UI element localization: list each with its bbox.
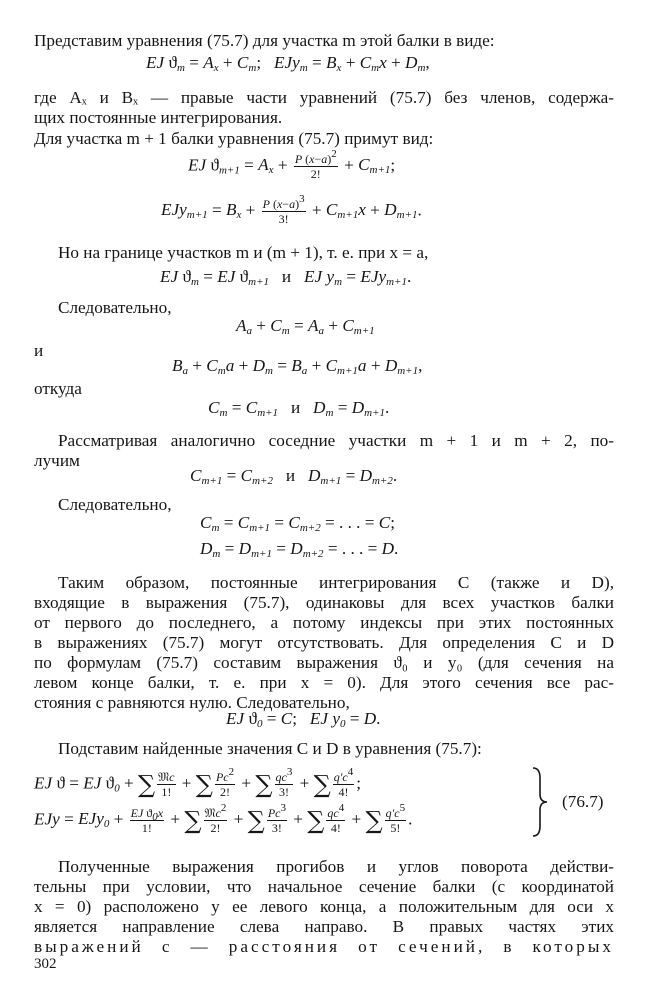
text-line: входящие в выражения (75.7), одинаковы для всех участков балки <box>34 593 614 612</box>
text-line: Подставим найденные значения C и D в уравнения (75.7): <box>58 739 482 758</box>
text-line: является направление слева направо. В правых частях этих <box>34 917 614 936</box>
equation-chain-c: $C_m = C_{m+1} = C_{m+2}$ = . . . = C; <box>200 513 396 534</box>
text-line: Представим уравнения (75.7) для участка m этой балки в виде: <box>34 31 495 50</box>
right-brace-icon <box>530 766 550 838</box>
equation-segment-m1-theta: EJ $ϑ_{m+1} = A_x$ + $\frac{P (x-a)^2}{2!}$ + $C_{m+1}$; <box>188 148 396 181</box>
text-line: тельны при условии, что начальное сечение балки (с координатой <box>34 877 614 896</box>
equation-initial: EJ $ϑ_0 = C$; EJ $y_0 = D$. <box>226 709 381 730</box>
text-line: где Aₓ и Bₓ — правые части уравнений (75.7) без членов, содержа- <box>34 88 614 107</box>
text-line: левом конце балки, т. е. при x = 0). Для этого сечения все рас- <box>34 673 614 692</box>
equation-76-7-deflection: EJy = EJy$_0$ + $\frac{EJ ϑ_0x}{1!}$ + ∑ $\frac{𝔐c^2}{2!}$ + ∑ $\frac{Pc^3}{3!}$ + ∑ $\frac{qc^4}{4!}$ + ∑ $\frac{q'c^5}{5!}$ . <box>34 802 413 835</box>
text-line: откуда <box>34 379 82 398</box>
equation-neighbor: $C_{m+1} = C_{m+2}$ и $D_{m+1} = D_{m+2}$. <box>190 466 398 487</box>
text-line: щих постоянные интегрирования. <box>34 108 283 127</box>
text-line: лучим <box>34 451 80 470</box>
text-line: Рассматривая аналогично соседние участки m + 1 и m + 2, по- <box>58 431 614 450</box>
equation-76-7-theta: EJ ϑ = EJ $ϑ_0$ + ∑ $\frac{\text{𝔐c}}{1!}$ + ∑ $\frac{Pc^2}{2!}$ + ∑ $\frac{qc^3}{3!}$ + ∑ $\frac{q'c^4}{4!}$ ; <box>34 766 362 799</box>
text-line: Полученные выражения прогибов и углов поворота действи- <box>58 857 614 876</box>
text-line: по формулам (75.7) составим выражения ϑ₀ и y₀ (для сечения на <box>34 653 614 672</box>
page-number: 302 <box>34 956 57 972</box>
text-line: Следовательно, <box>58 495 172 514</box>
equation-segment-m1-deflection: $EJy_{m+1} = B_x$ + $\frac{P (x-a)^3}{3!}$ + $C_{m+1}x + D_{m+1}$. <box>161 193 422 226</box>
text-line: x = 0) расположено у ее левого конца, а положительным для оси x <box>34 897 614 916</box>
text-line: в выражениях (75.7) могут отсутствовать. Для определения C и D <box>34 633 614 652</box>
equation-number: (76.7) <box>562 792 604 811</box>
equation-boundary: EJ $ϑ_m$ = EJ $ϑ_{m+1}$ и EJ $y_m = EJy_{m+1}$. <box>160 267 412 288</box>
text-line: стояния c равняются нулю. Следовательно, <box>34 693 350 712</box>
text-line: и <box>34 341 44 360</box>
equation-chain-d: $D_m = D_{m+1} = D_{m+2}$ = . . . = D. <box>200 539 399 560</box>
text-line: Таким образом, постоянные интегрирования C (также и D), <box>58 573 614 592</box>
text-line: Но на границе участков m и (m + 1), т. е. при x = a, <box>58 243 429 262</box>
text-line: Для участка m + 1 балки уравнения (75.7) примут вид: <box>34 129 434 148</box>
equation-c-continuity: $A_a + C_m = A_a + C_{m+1}$ <box>236 316 375 337</box>
equation-d-continuity: $B_a + C_ma + D_m = B_a + C_{m+1}a + D_{m+1}$, <box>172 356 423 377</box>
text-line: выражений c — расстояния от сечений, в которых <box>34 937 614 956</box>
equation-result: $C_m = C_{m+1}$ и $D_m = D_{m+1}$. <box>208 398 390 419</box>
equation-segment-m: EJ $ϑ_m = A_x + C_m$; $EJy_m = B_x + C_mx + D_m$, <box>146 53 430 74</box>
text-line: от первого до последнего, а потому индексы при этих постоянных <box>34 613 614 632</box>
text-line: Следовательно, <box>58 298 172 317</box>
